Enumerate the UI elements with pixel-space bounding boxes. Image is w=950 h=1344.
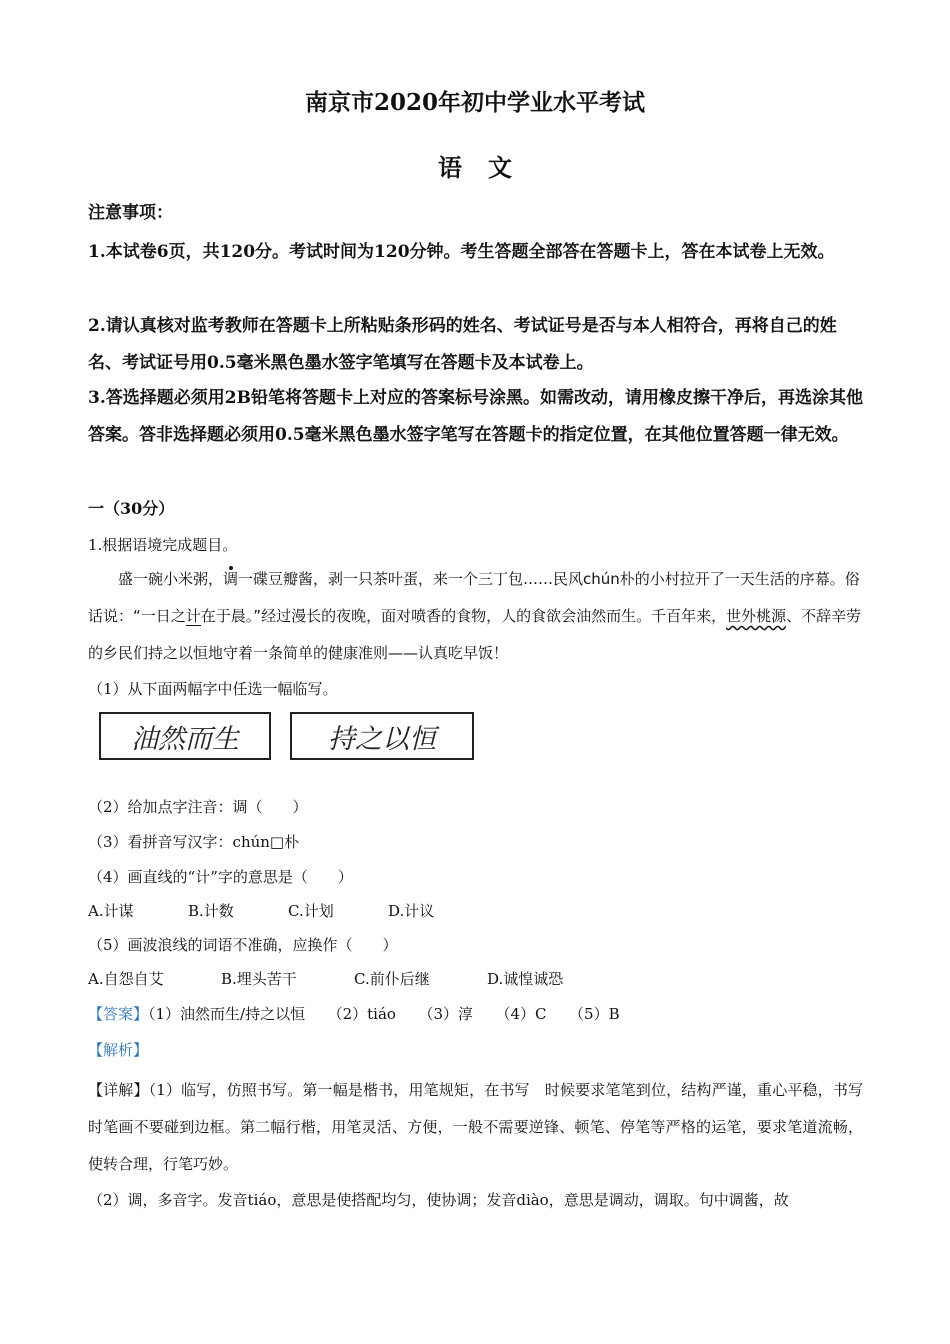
option: B.计数 bbox=[188, 902, 234, 920]
section-heading: 一（30分） bbox=[88, 499, 175, 518]
sub-question-2: （2）给加点字注音：调（ ） bbox=[88, 798, 308, 816]
option: C.计划 bbox=[288, 902, 334, 920]
calligraphy-sample-2 bbox=[290, 712, 474, 760]
passage-text: 、不辞辛劳的乡民们持之以恒地守着一条简单的健康准则——认真吃早饭！ bbox=[88, 607, 862, 662]
passage-text: 一碟豆瓣酱，剥一只茶叶蛋，来一个三丁包……民风chún朴的小村拉开了一天生活的序幕。俗话说：“一日之 bbox=[88, 570, 860, 625]
option: D.诚惶诚恐 bbox=[487, 970, 564, 988]
notice-item-1: 1.本试卷6页，共120分。考试时间为120分钟。考生答题全部答在答题卡上，答在本试卷上无效。 bbox=[88, 242, 835, 262]
option: A.计谋 bbox=[88, 902, 134, 920]
calligraphy-sample-1 bbox=[99, 712, 271, 760]
underlined-character: 计 bbox=[185, 607, 201, 625]
exam-title: 南京市2020年初中学业水平考试 bbox=[304, 89, 645, 116]
dotted-character: 调 bbox=[223, 570, 239, 588]
analysis-label: 【解析】 bbox=[88, 1041, 149, 1059]
option: D.计议 bbox=[388, 902, 435, 920]
option: C.前仆后继 bbox=[354, 970, 430, 988]
options-5 bbox=[88, 968, 620, 990]
options-4 bbox=[88, 900, 488, 922]
answer-text: （1）油然而生/持之以恒 （2）tiáo （3）淳 （4）C （5）B bbox=[148, 1005, 620, 1023]
sub-question-5: （5）画波浪线的词语不准确，应换作（ ） bbox=[88, 936, 398, 954]
notice-item-3: 3.答选择题必须用2B铅笔将答题卡上对应的答案标号涂黑。如需改动，请用橡皮擦干净后，再选涂其他答案。答非选择题必须用0.5毫米黑色墨水签字笔写在答题卡的指定位置，在其他位置答题一律无效。 bbox=[88, 388, 863, 445]
option: A.自怨自艾 bbox=[88, 970, 164, 988]
sub-question-1: （1）从下面两幅字中任选一幅临写。 bbox=[88, 680, 338, 698]
detail-label: 【详解】 bbox=[88, 1081, 149, 1099]
analysis-detail-1 bbox=[88, 1072, 863, 1183]
notice-item-2: 2.请认真核对监考教师在答题卡上所粘贴条形码的姓名、考试证号是否与本人相符合，再将自己的姓名、考试证号用0.5毫米黑色墨水签字笔填写在答题卡及本试卷上。 bbox=[88, 316, 837, 373]
subject-title: 语文 bbox=[438, 153, 538, 182]
passage-text: 在于晨。”经过漫长的夜晚，面对喷香的食物，人的食欲会油然而生。千百年来， bbox=[200, 607, 727, 625]
detail-text: （1）临写，仿照书写。第一幅是楷书，用笔规矩，在书写 时候要求笔笔到位，结构严谨，重心平稳，书写时笔画不要碰到边框。第二幅行楷，用笔灵活、方便，一般不需要逆锋、顿笔、停笔等严格的运笔，要求笔道流畅，使转合理，行笔巧妙。 bbox=[88, 1081, 863, 1173]
passage-text: 盛一碗小米粥， bbox=[118, 570, 224, 588]
reading-passage bbox=[88, 561, 863, 672]
analysis-detail-2: （2）调，多音字。发音tiáo，意思是使搭配均匀，使协调；发音diào，意思是调动，调取。句中调酱，故 bbox=[88, 1191, 789, 1209]
notice-heading: 注意事项： bbox=[88, 203, 173, 223]
wavy-underlined-phrase: 世外桃源 bbox=[726, 607, 787, 625]
option: B.埋头苦干 bbox=[221, 970, 297, 988]
calligraphy-text: 持之以恒 bbox=[328, 723, 436, 755]
calligraphy-text: 油然而生 bbox=[131, 723, 239, 755]
question-heading: 1.根据语境完成题目。 bbox=[88, 536, 238, 554]
sub-question-4: （4）画直线的“计”字的意思是（ ） bbox=[88, 868, 353, 886]
sub-question-3: （3）看拼音写汉字：chún□朴 bbox=[88, 833, 300, 851]
answer-label: 【答案】 bbox=[88, 1005, 149, 1023]
answer-line bbox=[88, 1003, 620, 1025]
